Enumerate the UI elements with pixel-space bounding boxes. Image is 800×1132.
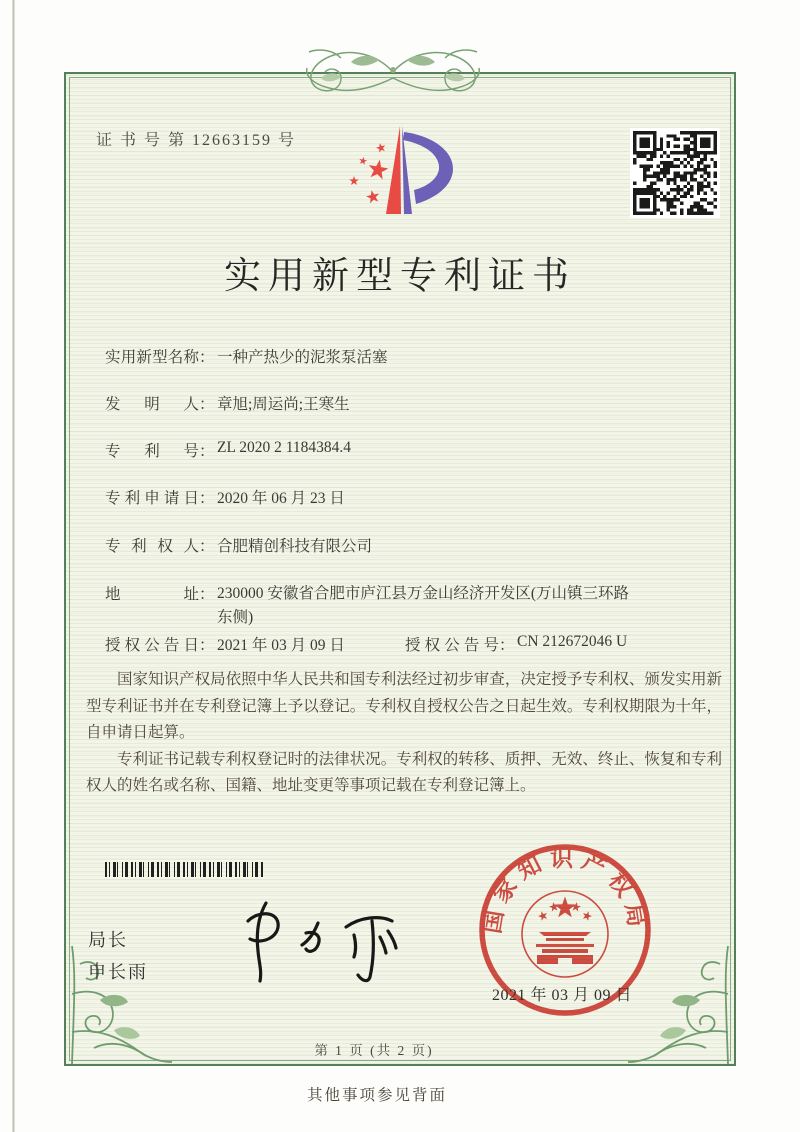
handwritten-signature-icon xyxy=(222,893,422,985)
paper-edge-line xyxy=(12,0,15,1132)
field-value: 230000 安徽省合肥市庐江县万金山经济开发区(万山镇三环路东侧) xyxy=(217,585,630,626)
field-value: 合肥精创科技有限公司 xyxy=(217,538,373,555)
field-value: 章旭;周运尚;王寒生 xyxy=(217,396,350,413)
field-row-name: 实用新型名称： 一种产热少的泥浆泵活塞 xyxy=(105,345,388,367)
signatory-title: 局长 xyxy=(88,930,128,950)
top-border-ornament-icon xyxy=(281,44,505,100)
field-value: 2021 年 03 月 09 日 xyxy=(217,637,345,654)
certificate-number: 证 书 号 第 12663159 号 xyxy=(96,132,297,149)
legal-paragraph-1: 国家知识产权局依照中华人民共和国专利法经过初步审查，决定授予专利权、颁发实用新型专利证书并在专利登记簿上予以登记。专利权自授权公告之日起生效。专利权期限为十年，自申请日起算。 xyxy=(86,670,722,741)
back-note: 其他事项参见背面 xyxy=(306,1086,447,1104)
field-label: 专利申请日 xyxy=(105,490,199,507)
field-row-patent-number: 专利号： ZL 2020 2 1184384.4 xyxy=(105,439,352,460)
field-value: 2020 年 06 月 23 日 xyxy=(217,490,345,507)
field-label: 发明人 xyxy=(105,396,199,413)
field-label: 授权公告日 xyxy=(105,637,199,654)
qr-code-icon xyxy=(630,128,720,218)
field-label: 实用新型名称 xyxy=(105,349,199,366)
field-row-patentee: 专利权人： 合肥精创科技有限公司 xyxy=(105,534,372,556)
seal-date: 2021 年 03 月 09 日 xyxy=(492,987,633,1004)
page-indicator: 第 1 页 (共 2 页) xyxy=(314,1043,434,1058)
signatory-block xyxy=(88,924,148,988)
legal-paragraph-2: 专利证书记载专利权登记时的法律状况。专利权的转移、质押、无效、终止、恢复和专利权人的姓名或名称、国籍、地址变更等事项记载在专利登记簿上。 xyxy=(86,749,722,794)
field-label: 专利权人 xyxy=(105,538,199,555)
field-pair-grant-number: 授权公告号： CN 212672046 U xyxy=(405,633,628,654)
field-row-filing-date: 专利申请日： 2020 年 06 月 23 日 xyxy=(105,486,345,508)
field-label: 地址 xyxy=(105,586,199,603)
field-row-grant: 授权公告日： 2021 年 03 月 09 日 授权公告号： CN 212672046 U xyxy=(105,633,628,654)
field-value: CN 212672046 U xyxy=(517,633,628,650)
signatory-name: 申长雨 xyxy=(88,962,148,982)
field-label: 授权公告号 xyxy=(405,637,499,654)
field-value: 一种产热少的泥浆泵活塞 xyxy=(217,349,388,366)
legal-text xyxy=(86,666,722,799)
page-title: 实用新型专利证书 xyxy=(224,256,576,297)
field-value: ZL 2020 2 1184384.4 xyxy=(217,439,352,456)
seal-text: 国家知识产权局 xyxy=(479,845,651,936)
barcode-icon xyxy=(105,862,265,877)
field-label: 专利号 xyxy=(105,443,199,460)
cnipa-patent-logo-icon xyxy=(348,124,464,216)
field-row-address: 地址： 230000 安徽省合肥市庐江县万金山经济开发区(万山镇三环路东侧) xyxy=(105,582,631,630)
field-row-inventor: 发明人： 章旭;周运尚;王寒生 xyxy=(105,392,350,414)
